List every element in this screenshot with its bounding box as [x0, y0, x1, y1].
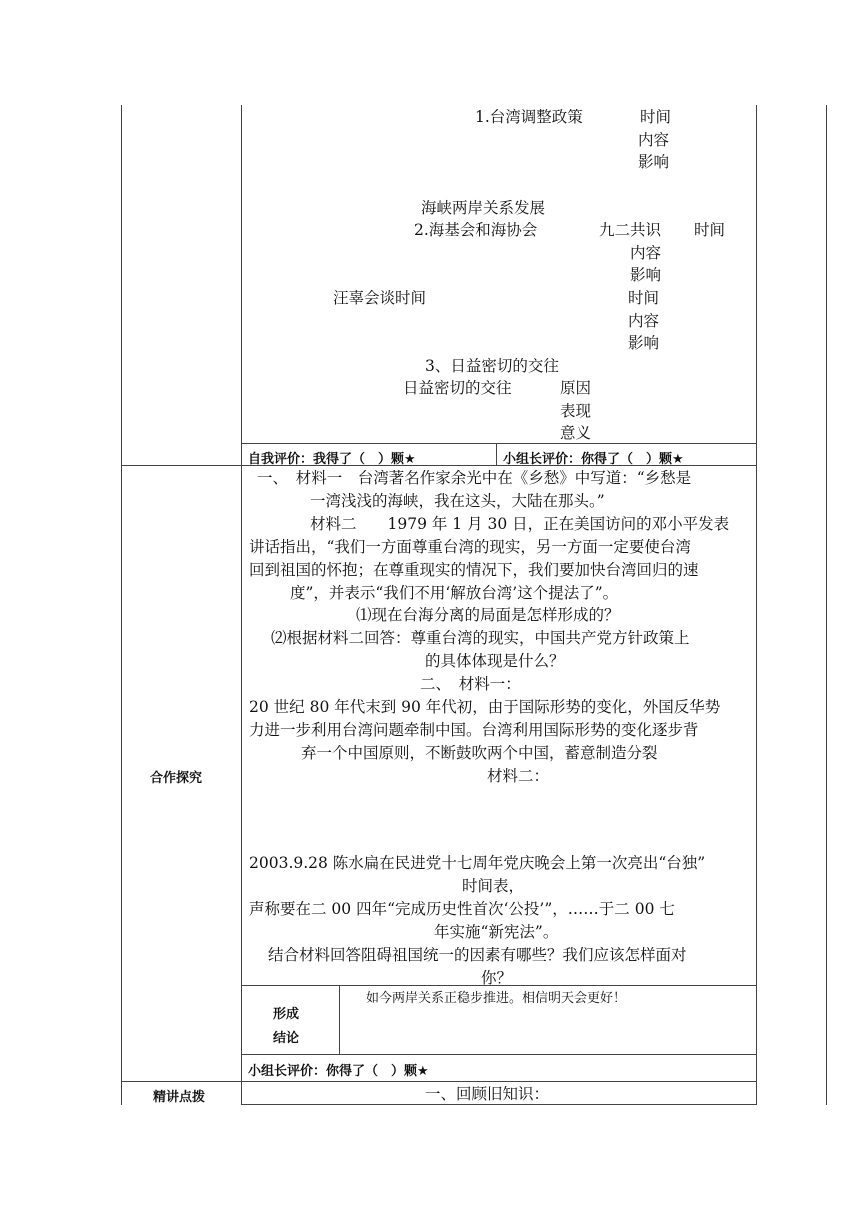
text-line: 的具体体现是什么？ — [425, 652, 565, 670]
text-line: 你？ — [481, 969, 513, 987]
text-line: 时间表， — [462, 877, 525, 895]
text-line: 度”，并表示“我们不用‘解放台湾’这个提法了”。 — [290, 584, 619, 602]
question-2: ⑵根据材料二回答：尊重台湾的现实，中国共产党方针政策上 — [271, 629, 690, 647]
text-line: 讲话指出，“我们一方面尊重台湾的现实，另一方面一定要使台湾 — [249, 538, 691, 556]
lecture-text: 一、回顾旧知识： — [425, 1085, 550, 1103]
outline-exchange-significance: 意义 — [560, 424, 592, 442]
text-line: 年实施“新宪法”。 — [434, 923, 559, 941]
outline-consensus: 九二共识 — [599, 221, 662, 239]
conclusion-label-line-1: 形成 — [273, 1007, 300, 1022]
outline-exchange-manifestation: 表现 — [560, 402, 592, 420]
text-line: 一、 材料一 台湾著名作家余光中在《乡愁》中写道：“乡愁是 — [257, 469, 692, 487]
group-leader-evaluation-2: 小组长评价：你得了（ ）颗★ — [248, 1064, 429, 1079]
text-line: 二、 材料一： — [420, 675, 521, 693]
lecture-label: 精讲点拨 — [153, 1090, 206, 1105]
outline-talks-impact: 影响 — [628, 334, 660, 352]
conclusion-text: 如今两岸关系正稳步推进。相信明天会更好！ — [366, 991, 627, 1006]
text-line: 力进一步利用台湾问题牵制中国。台湾利用国际形势的变化逐步背 — [249, 721, 699, 739]
text-line: 一湾浅浅的海峡，我在这头，大陆在那头。” — [310, 492, 605, 510]
outline-consensus-content: 内容 — [630, 244, 662, 262]
conclusion-label-line-2: 结论 — [273, 1031, 300, 1046]
outline-heading: 海峡两岸关系发展 — [421, 199, 546, 217]
text-line: 材料二 1979 年 1 月 30 日，正在美国访问的邓小平发表 — [310, 515, 730, 533]
outline-talks-time: 时间 — [628, 289, 660, 307]
text-line: 声称要在二 00 四年“完成历史性首次‘公投’”，……于二 00 七 — [249, 900, 675, 918]
outline-talks-content: 内容 — [628, 312, 660, 330]
question-1: ⑴现在台海分离的局面是怎样形成的？ — [356, 606, 620, 624]
outline-exchange-reason: 原因 — [560, 379, 592, 397]
outline-item-1-time: 时间 — [640, 108, 672, 126]
outline-talks: 汪辜会谈时间 — [333, 289, 427, 307]
outline-item-1-impact: 影响 — [638, 153, 670, 171]
question-3: 结合材料回答阻碍祖国统一的因素有哪些？我们应该怎样面对 — [268, 946, 687, 964]
outline-consensus-time: 时间 — [694, 221, 726, 239]
text-line: 回到祖国的怀抱；在尊重现实的情况下，我们要加快台湾回归的速 — [249, 561, 699, 579]
self-evaluation: 自我评价：我得了（ ）颗★ — [248, 452, 416, 467]
outline-item-3: 3、日益密切的交往 — [425, 357, 559, 375]
outline-item-1-content: 内容 — [638, 131, 670, 149]
cooperation-label: 合作探究 — [150, 771, 203, 786]
group-leader-evaluation: 小组长评价：你得了（ ）颗★ — [503, 452, 684, 467]
outline-exchange: 日益密切的交往 — [403, 379, 512, 397]
text-line: 2003.9.28 陈水扁在民进党十七周年党庆晚会上第一次亮出“台独” — [249, 854, 706, 872]
outline-item-1: 1.台湾调整政策 — [475, 108, 583, 126]
text-line: 20 世纪 80 年代末到 90 年代初，由于国际形势的变化，外国反华势 — [249, 698, 721, 716]
text-line: 弃一个中国原则，不断鼓吹两个中国，蓄意制造分裂 — [301, 744, 658, 762]
outline-consensus-impact: 影响 — [630, 266, 662, 284]
text-line: 材料二： — [487, 767, 550, 785]
outline-item-2: 2.海基会和海协会 — [414, 221, 538, 239]
